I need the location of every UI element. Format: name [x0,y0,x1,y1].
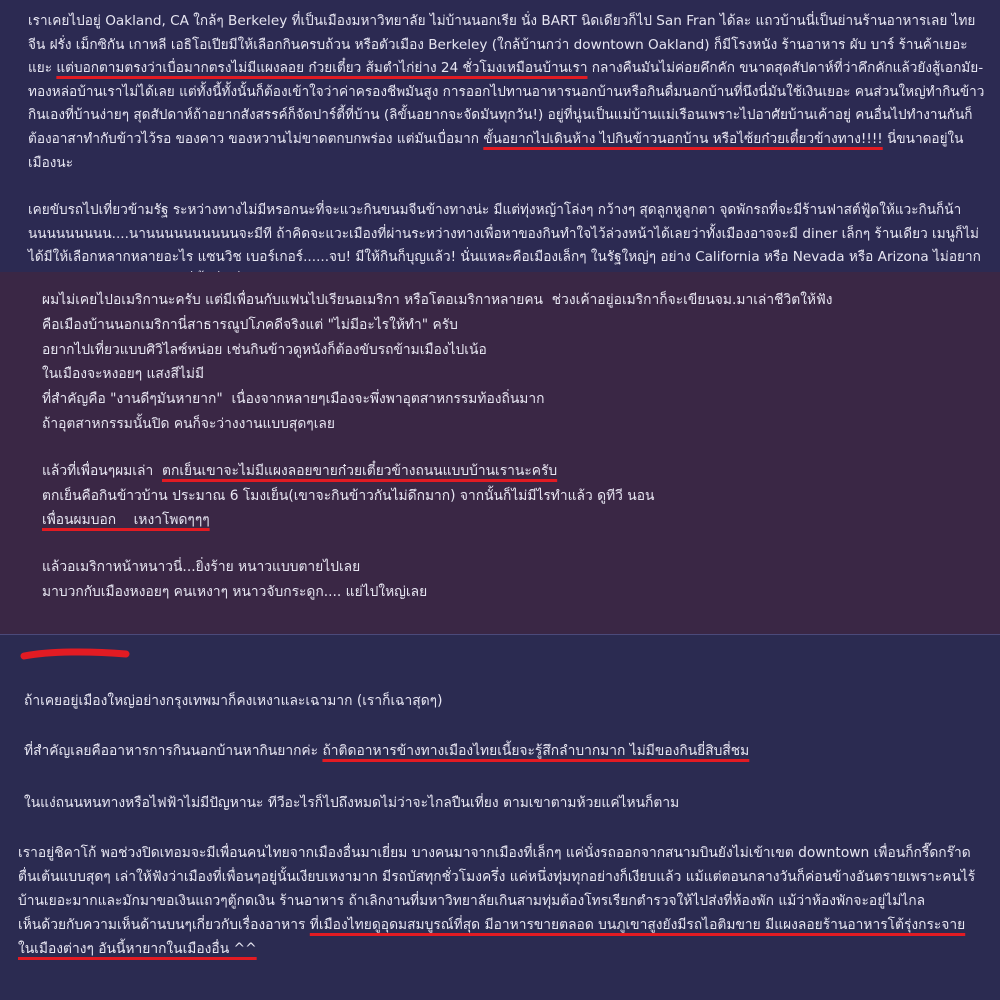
underlined-text: เพื่อนผมบอก เหงาโพดๆๆๆ [42,512,210,529]
text-span: นี่ขนาดอยู่ในเมืองนะ [28,130,964,171]
text-span: เราอยู่ชิคาโก้ พอช่วงปิดเทอมจะมีเพื่อนคนไทยจากเมืองอื่นมาเยี่ยม บางคนมาจากเมืองที่เล็กๆ แค่นั่งรถออกจากสนามบินยังไม่เข้าเขต downtown เพื่อนก็กรี๊ดกร๊าดตื่นเต้นแบบสุดๆ เล่าให้ฟังว่าเมืองที่เพื่อนๆอยู่นั้นเงียบเหงามาก มีรถบัสทุกชั่วโมงครึ่ง แค่หนึ่งทุ่มทุกอย่างก็เงียบแล้ว แม้แต่ตอนกลางวันก็ค่อนข้างอันตรายเพราะคนไร้บ้านเยอะมากและมักมาขอเงินแถวๆตู้กดเงิน ร้านอาหาร ถ้าเลิกงานที่มหาวิทยาลัยเกินสามทุ่มต้องโทรเรียกตำรวจให้ไปส่งที่ห้องพัก แม้ว่าห้องพักจะอยู่ไม่ไกล เห็นด้วยกับความเห็นด้านบนๆเกี่ยวกับเรื่องอาหาร [18,845,976,933]
quote-block-1 [0,0,1000,272]
underlined-text: แต่บอกตามตรงว่าเบื่อมากตรงไม่มีแผงลอย ก๋วยเตี๋ยว ส้มตำไก่ย่าง 24 ชั่วโมงเหมือนบ้านเรา [56,60,588,77]
quote-block-2 [0,272,1000,634]
text-span: ที่สำคัญเลยคืออาหารการกินนอกบ้านหากินยากค่ะ [24,743,323,759]
text-span: เราเคยไปอยู่ Oakland, CA ใกล้ๆ Berkeley ที่เป็นเมืองมหาวิทยาลัย ไม่บ้านนอกเรีย นั่ง BART นิดเดียวก็ไป San Fran ได้ละ แถวบ้านนี่เป็นย่านร้านอาหารเลย ไทย จีน ฝรั่ง เม็กซิกัน เกาหลี เอธิโอเปียมีให้เลือกกินครบถ้วน หรือตัวเมือง Berkeley (ใกล้บ้านกว่า downtown Oakland) ก็มีโรงหนัง ร้านอาหาร ผับ บาร์ ร้านค้าเยอะแยะ [28,13,980,77]
underlined-text: ตกเย็นเขาจะไม่มีแผงลอยขายก๋วยเตี๋ยวข้างถนนแบบบ้านเรานะครับ [162,462,558,479]
reply-block [0,634,1000,1000]
underlined-text: ถ้าติดอาหารข้างทางเมืองไทยเนี้ยจะรู้สึกลำบากมาก ไม่มีของกินยี่สิบสี่ชม [322,743,750,759]
underlined-text: ขั้นอยากไปเดินห้าง ไปกินข้าวนอกบ้าน หรือไซ้ยก๋วยเตี๋ยวข้างทาง!!!! [483,130,883,147]
text-span: ตกเย็นคือกินข้าวบ้าน ประมาณ 6 โมงเย็น(เขาจะกินข้าวกันไม่ดึกมาก) จากนั้นก็ไม่มีไรทำแล้ว ดูทีวี นอน [42,487,655,504]
reply-paragraph-2 [24,739,980,763]
quote2-paragraph-3: แล้วอเมริกาหน้าหนาวนี่...ยิ่งร้าย หนาวแบบตายไปเลย มาบวกกับเมืองหงอยๆ คนเหงาๆ หนาวจับกระดูก.... แย่ไปใหญ่เลย [42,559,428,600]
underlined-text: ที่เมืองไทยดูอุดมสมบูรณ์ที่สุด มีอาหารขายตลอด บนภูเขาสูงยังมีรถไอติมขาย มีแผงลอยร้านอาหารโต้รุ่งกระจายในเมืองต่างๆ อันนี้หายากในเมืองอื่น ^^ [18,917,966,957]
quote2-paragraph-1: ผมไม่เคยไปอเมริกานะครับ แต่มีเพื่อนกับแฟนไปเรียนอเมริกา หรือโตอเมริกาหลายคน ช่วงเค้าอยู่อเมริกาก็จะเขียนจม.มาเล่าชีวิตให้ฟัง คือเมืองบ้านนอกเมริกานี่สาธารณูปโภคดีจริงแต่ "ไม่มีอะไรให้ทำ" ครับ อยากไปเที่ยวแบบศิวิไลซ์หน่อย เช่นกินข้าวดูหนังก็ต้องขับรถข้ามเมืองไปเน้อ ในเมืองจะหงอยๆ แสงสีไม่มี ที่สำคัญคือ "งานดีๆมันหายาก" เนื่องจากหลายๆเมืองจะพึ่งพาอุตสาหกรรมท้องถิ่นมาก ถ้าอุตสาหกรรมนั้นปิด คนก็จะว่างงานแบบสุดๆเลย [42,292,833,432]
text-span: แล้วที่เพื่อนๆผมเล่า [42,462,162,479]
reply-paragraph-3: ในแง่ถนนหนทางหรือไฟฟ้าไม่มีปัญหานะ ทีวีอะไรก็ไปถึงหมดไม่ว่าจะไกลปืนเที่ยง ตามเขาตามห้วยแค่ไหนก็ตาม [24,795,680,811]
red-scribble-mark [20,647,130,661]
reply-paragraph-4 [18,841,980,961]
reply-paragraph-1: ถ้าเคยอยู่เมืองใหญ่อย่างกรุงเทพมาก็คงเหงาและเฉามาก (เราก็เฉาสุดๆ) [24,693,443,709]
text-span: กลางคืนมันไม่ค่อยคึกคัก ขนาดสุดสัปดาห์ที่ว่าคึกคักแล้วยังสู้เอกมัย-ทองหล่อบ้านเราไม่ได้เลย แต่ทั้งนี้ทั้งนั้นก็ต้องเข้าใจว่าค่าครองชีพมันสูง การออกไปทานอาหารนอกบ้านหรือกินดื่มนอกบ้านที่นึงนี่มันใช้เงินเยอะ คนส่วนใหญ่ทำกินข้าวกินเองที่บ้านง่ายๆ สุดสัปดาห์ถ้าอยากสังสรรค์ก็จัดปาร์ตี้ที่บ้าน (ลิขั้นอยากจะจัดมันทุกวัน!) อยู่ที่นู่นเป็นแม่บ้านแม่เรือนเพราะไปอาศัยบ้านเค้าอยู่ คนอื่นไปทำงานกันก็ต้องอาสาทำกับข้าวไว้รอ ของคาว ของหวานไม่ขาดตกบกพร่อง แต่มันเบื่อมาก [28,60,985,147]
quote1-paragraph-2: เคยขับรถไปเที่ยวข้ามรัฐ ระหว่างทางไม่มีหรอกนะที่จะแวะกินขนมจีนข้างทางน่ะ มีแต่ทุ่งหญ้าโล่งๆ กว้างๆ สุดลูกหูลูกตา จุดพักรถที่จะมีร้านฟาสต์ฟู้ดให้แวะกินก็น้านนนนนนนนน....นานนนนนนนนนนจะมีที ถ้าคิดจะแวะเมืองที่ผ่านระหว่างทางเพื่อหาของกินทำใจไว้ล่วงหน้าได้เลยว่าทั้งเมืองอาจจะมี diner เล็กๆ ร้านเดียว เมนูก็ไม่ได้มีให้เลือกหลากหลายอะไร แซนวิช เบอร์เกอร์......จบ! มีให้กินก็บุญแล้ว! นั่นแหละคือเมืองเล็กๆ ในรัฐใหญ่ๆ อย่าง California หรือ Nevada หรือ Arizona ไม่อยาก [28,202,981,266]
quote2-paragraph-2 [42,459,990,533]
quote1-paragraph-1 [28,10,986,175]
